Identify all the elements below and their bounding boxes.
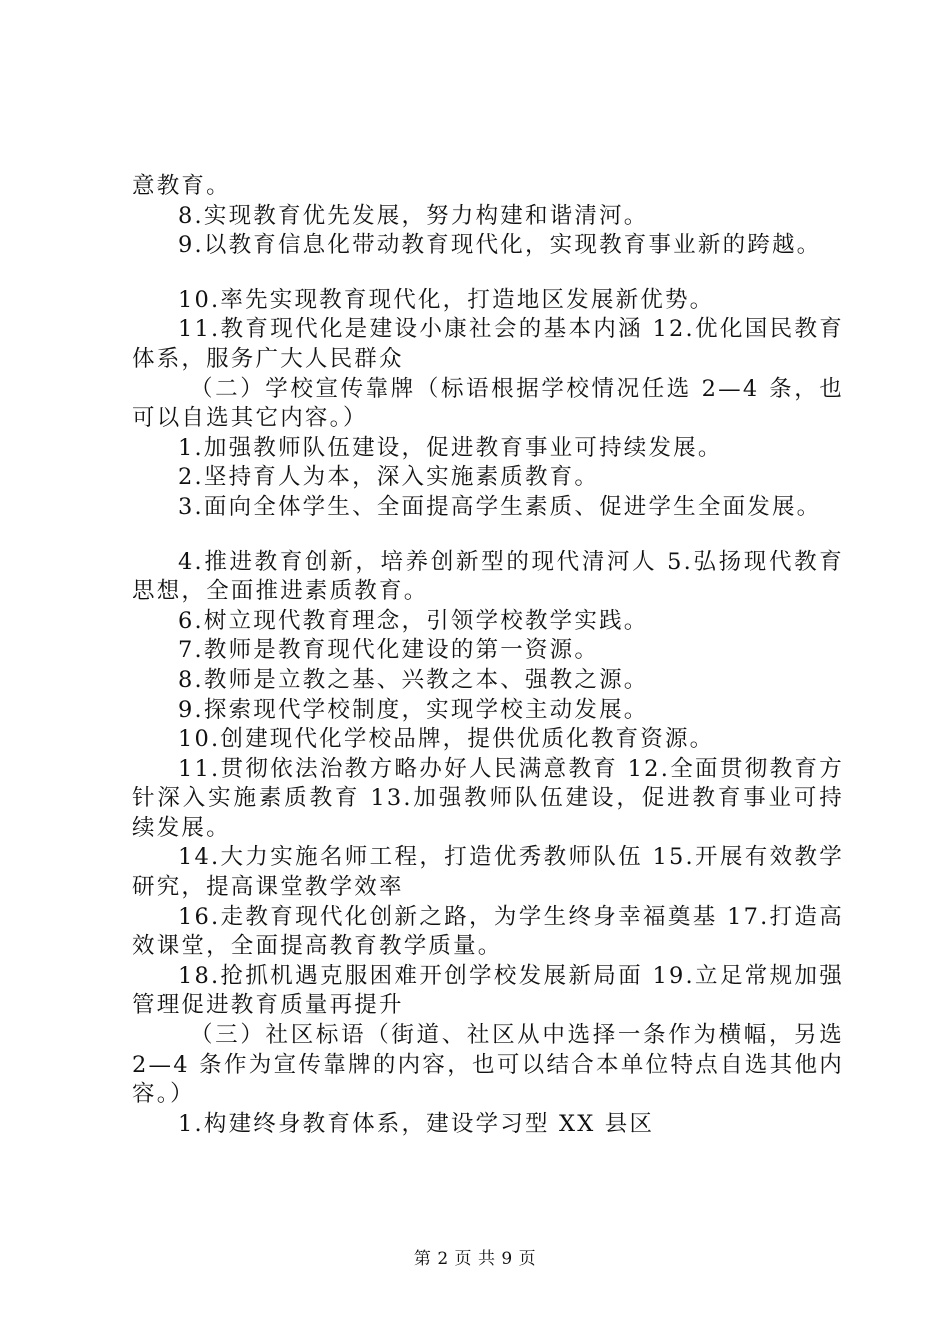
paragraph-line: 10.创建现代化学校品牌，提供优质化教育资源。: [178, 726, 715, 753]
paragraph-line: 7.教师是教育现代化建设的第一资源。: [178, 637, 600, 664]
paragraph-line: 6.树立现代教育理念，引领学校教学实践。: [178, 607, 649, 634]
paragraph-line: 意教育。: [132, 173, 231, 199]
paragraph-line: 11.教育现代化是建设小康社会的基本内涵 12.优化国民教育体系，服务广大人民群众: [132, 316, 844, 372]
paragraph-line: 1.构建终身教育体系，建设学习型 XX 县区: [178, 1110, 655, 1137]
page-number-footer: 第 2 页 共 9 页: [413, 1249, 537, 1269]
paragraph-line: 9.探索现代学校制度，实现学校主动发展。: [178, 696, 649, 723]
paragraph-line: 18.抢抓机遇克服困难开创学校发展新局面 19.立足常规加强管理促进教育质量再提升: [132, 962, 844, 1019]
paragraph-line: 9.以教育信息化带动教育现代化，实现教育事业新的跨越。: [178, 232, 822, 259]
paragraph-line: 8.实现教育优先发展，努力构建和谐清河。: [178, 202, 649, 229]
paragraph-line: 14.大力实施名师工程，打造优秀教师队伍 15.开展有效教学研究，提高课堂教学效率: [132, 844, 844, 901]
section-heading-community: （三）社区标语（街道、社区从中选择一条作为横幅，另选 2—4 条作为宣传靠牌的内容，也可以结合本单位特点自选其他内容。）: [132, 1022, 844, 1108]
paragraph-line: 3.面向全体学生、全面提高学生素质、促进学生全面发展。: [178, 493, 822, 520]
paragraph-line: 8.教师是立教之基、兴教之本、强教之源。: [178, 666, 649, 693]
section-heading-school: （二）学校宣传靠牌（标语根据学校情况任选 2—4 条，也可以自选其它内容。）: [132, 375, 844, 432]
paragraph-line: 2.坚持育人为本，深入实施素质教育。: [178, 464, 600, 491]
document-body: [132, 172, 844, 1139]
paragraph-line: 10.率先实现教育现代化，打造地区发展新优势。: [178, 286, 715, 313]
paragraph-line: 11.贯彻依法治教方略办好人民满意教育 12.全面贯彻教育方针深入实施素质教育 13.加强教师队伍建设，促进教育事业可持续发展。: [132, 755, 844, 841]
paragraph-line: 4.推进教育创新，培养创新型的现代清河人 5.弘扬现代教育思想，全面推进素质教育。: [132, 548, 844, 605]
paragraph-line: 16.走教育现代化创新之路，为学生终身幸福奠基 17.打造高效课堂，全面提高教育教学质量。: [132, 903, 844, 960]
paragraph-line: 1.加强教师队伍建设，促进教育事业可持续发展。: [178, 434, 723, 461]
